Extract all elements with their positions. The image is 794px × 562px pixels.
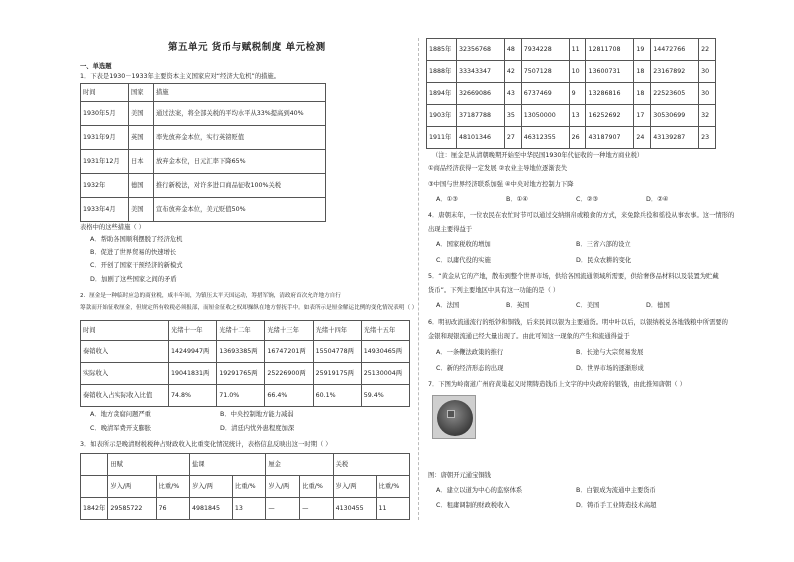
table-row: 1888年 33343347 42 7507128 10 13600731 18 23167892 30	[427, 61, 716, 83]
q7-option-a[interactable]: A．建立以道为中心的监察体系	[436, 487, 523, 494]
q1-stem: 1．下表是1930－1933年主要资本主义国家应对“经济大危机”的措施。	[80, 73, 281, 80]
q3-table-right	[426, 38, 716, 149]
table-row: 1933年4月 美国 宣布放弃金本位，美元贬值50%	[81, 198, 326, 222]
q6-stem-line2: 金银和现银流通已经大量出现了。由此可知这一现象的产生和流通得益于	[428, 333, 630, 340]
q1-table	[80, 83, 326, 222]
table-row: 岁入/两 比重/% 岁入/两 比重/% 岁入/两 比重/% 岁入/两 比重/%	[81, 476, 410, 498]
q7-caption: 图：唐朝开元通宝铜钱	[428, 472, 491, 479]
q1-lead: 表格中的这些措施（ ）	[80, 224, 145, 231]
table-row: 奏销收入占实际收入比值 74.8% 71.0% 66.4% 60.1% 59.4%	[81, 385, 410, 407]
page-title: 第五单元 货币与赋税制度 单元检测	[168, 42, 326, 53]
q6-option-c[interactable]: C．新的经济形态的出现	[436, 365, 504, 372]
coin-square-hole	[447, 410, 455, 418]
table-row: 时间 国家 措施	[81, 84, 326, 102]
q2-stem-line2: 筹款而开始征收厘金，但规定所有收税必须报部，而厘金征收之权却操纵在地方督抚手中。如表所示是厘金解运比例的变化情况表明（ ）	[80, 305, 418, 311]
q3-option-b[interactable]: B．①④	[506, 196, 528, 203]
q5-stem-line1: 5．“黄金从它的产地，散布到整个世界市场，供给各国流通领域所需要，供给奢侈品材料以及装置为贮藏	[428, 273, 719, 280]
q2-stem-line1: 2．厘金是一种临时应急的商业税，咸丰年间，为镇压太平天国运动，筹措军饷，清政府首次允许地方自行	[80, 293, 341, 299]
table-row: 奏销收入 14249947两 13693385两 16747201两 15504778两 14930465两	[81, 341, 410, 363]
q3-option-a[interactable]: A．①③	[436, 196, 458, 203]
table-row: 1903年 37187788 35 13050000 13 16252692 17 30530699 32	[427, 105, 716, 127]
table-row: 1894年 32669086 43 6737469 9 13286816 18 22523605 30	[427, 83, 716, 105]
column-divider	[418, 38, 419, 520]
q6-option-a[interactable]: A．一条鞭法政策的推行	[436, 349, 504, 356]
q2-option-b[interactable]: B．中央控制地方能力减弱	[220, 411, 294, 418]
table-row: 1930年5月 美国 通过法案，将全部关税的平均水平从33%提高到40%	[81, 102, 326, 126]
q5-option-d[interactable]: D．德国	[646, 302, 670, 309]
coin-disk	[437, 400, 473, 436]
table-row: 时间 光绪十一年 光绪十二年 光绪十三年 光绪十四年 光绪十五年	[81, 321, 410, 341]
table-row: 1911年 48101346 27 46312355 26 43187907 24 43139287 23	[427, 127, 716, 149]
q6-option-b[interactable]: B．长途与大宗贸易发展	[576, 349, 644, 356]
q4-option-c[interactable]: C．以庸代役的实施	[436, 257, 491, 264]
section-heading: 一、单选题	[80, 63, 112, 70]
table-row: 1932年 德国 推行新税法，对许多进口商品征收100%关税	[81, 174, 326, 198]
q1-option-d[interactable]: D．加剧了这些国家之间的矛盾	[90, 276, 177, 283]
table-row: 1885年 32356768 48 7934228 11 12811708 19 14472766 22	[427, 39, 716, 61]
table-row: 田赋 盐课 厘金 关税	[81, 454, 410, 476]
table-row: 1931年9月 英国 率先放弃金本位，实行英镑贬值	[81, 126, 326, 150]
q2-option-c[interactable]: C．晚清军费开支膨胀	[90, 425, 152, 432]
q4-option-d[interactable]: D．民众农耕的变化	[576, 257, 632, 264]
q4-option-a[interactable]: A．国家税收的增加	[436, 241, 491, 248]
q3-items-line2: ③中国与世界经济联系加强 ④中央对地方控制力下降	[428, 181, 574, 188]
q7-option-c[interactable]: C．租庸调制的财政税收入	[436, 502, 510, 509]
q2-option-a[interactable]: A．地方贪腐问题严重	[90, 411, 151, 418]
q4-stem-line1: 4．唐朝末年，一位农民在农忙时节可以通过交纳绢帛或粮食的方式，来免除兵役和徭役从事农事。这一情形的	[428, 212, 735, 219]
q1-option-b[interactable]: B．促进了世界贸易的快速增长	[90, 249, 177, 256]
q3-option-d[interactable]: D．②④	[646, 196, 669, 203]
q7-stem: 7．下图为岭南道广州府黄巢起义时期铸造钱币上文字的中央政府的银钱，由此推知唐朝（ ）	[428, 381, 686, 388]
table-row: 1842年 29585722 76 4981845 13 — — 4130455 11	[81, 498, 410, 520]
q3-items-line1: ①商品经济获得一定发展 ②农业主导地位逐渐丧失	[428, 165, 568, 172]
q7-option-b[interactable]: B．白银成为流通中主要货币	[576, 487, 656, 494]
q1-option-a[interactable]: A．帮助各国顺利摆脱了经济危机	[90, 236, 183, 243]
coin-image	[432, 395, 476, 439]
q4-option-b[interactable]: B．三省六部的设立	[576, 241, 631, 248]
table-row: 实际收入 19041831两 19291765两 25226900两 25919175两 25130004两	[81, 363, 410, 385]
q2-table	[80, 320, 410, 407]
q5-option-a[interactable]: A．法国	[436, 302, 460, 309]
q5-option-b[interactable]: B．英国	[506, 302, 530, 309]
q2-option-d[interactable]: D．清廷内忧外患程度加深	[220, 425, 295, 432]
q1-option-c[interactable]: C．开创了国家干预经济的新模式	[90, 262, 183, 269]
q3-table-left	[80, 453, 410, 520]
q5-option-c[interactable]: C．美国	[576, 302, 600, 309]
q7-option-d[interactable]: D．铸币手工业铸造技术高超	[576, 502, 657, 509]
q3-note: （注：厘金是从清朝晚期开始至中华民国1930年代征收的一种地方商业税）	[432, 152, 644, 159]
q3-stem: 3．如表所示是晚清财税税种占财政收入比重变化情况统计，表格信息反映出这一时期（ ）	[80, 441, 332, 448]
q3-option-c[interactable]: C．②③	[576, 196, 598, 203]
table-row: 1931年12月 日本 放弃金本位，日元汇率下降65%	[81, 150, 326, 174]
q4-stem-line2: 出现主要得益于	[428, 226, 473, 233]
q6-option-d[interactable]: D．世界市场的逐渐形成	[576, 365, 644, 372]
q6-stem-line1: 6．明初改流通流行的纸钞和铜钱，后来民间以银为主要通货。明中叶以后，以银纳税兑各地钱粮中所需要的	[428, 319, 728, 326]
q5-stem-line2: 货币”。下列主要地区中具有这一功能的是（ ）	[428, 287, 560, 294]
